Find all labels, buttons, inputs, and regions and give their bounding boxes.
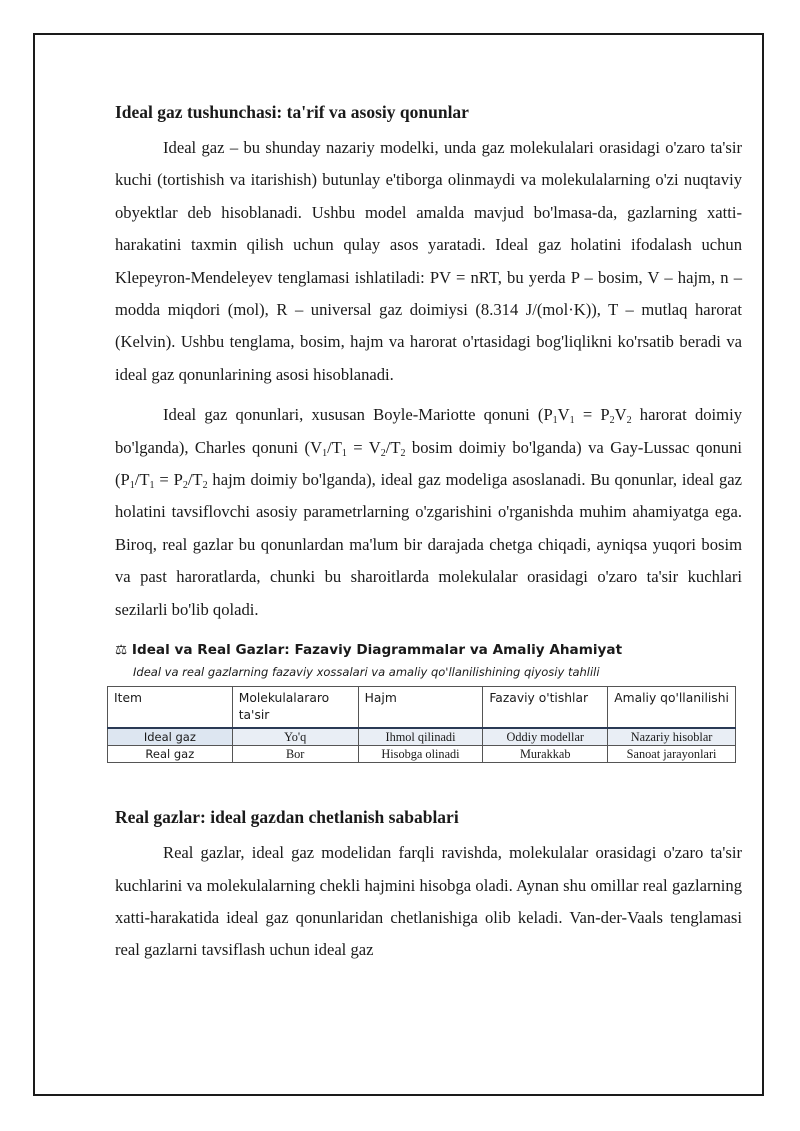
subscript: 2 xyxy=(182,480,188,492)
paragraph-real-gas: Real gazlar, ideal gaz modelidan farqli ravishda, molekulalar orasidagi o'zaro ta'sir kuchlarini va molekulalarning chekli hajmini hisobga oladi. Aynan shu omillar real gazlarning xatti-harakatida ideal gaz qonunlaridan chetlanishiga olib keladi. Van-der-Vaals tenglamasi real gazlarni tavsiflash uchun ideal gaz xyxy=(115,843,742,960)
subscript: 1 xyxy=(322,447,328,459)
table-header-row xyxy=(108,687,736,729)
text-run: /T xyxy=(327,437,342,457)
table-cell: Nazariy hisoblar xyxy=(608,728,736,746)
section-heading-real-gas: Real gazlar: ideal gazdan chetlanish sabablari xyxy=(115,807,459,828)
table-cell: Bor xyxy=(232,746,358,763)
figure-title: ⚖ Ideal va Real Gazlar: Fazaviy Diagrammalar va Amaliy Ahamiyat xyxy=(115,642,623,659)
subscript: 2 xyxy=(202,480,208,492)
subscript: 2 xyxy=(380,447,386,459)
text-run: /T xyxy=(187,470,203,490)
text-run: /T xyxy=(385,437,401,457)
subscript: 1 xyxy=(569,415,575,427)
table-cell: Ideal gaz xyxy=(108,728,233,746)
text-run: harorat doimiy bo'lganda), Charles qonuni (V xyxy=(115,405,742,457)
paragraph-ideal-gas-definition: Ideal gaz – bu shunday nazariy modelki, unda gaz molekulalari orasidagi o'zaro ta'sir kuchi (tortishish va itarishish) butunlay e'tiborga olinmaydi va molekulalarning o'zi nuqtaviy obyektlar deb hisoblanadi. Ushbu model amalda mavjud bo'lmasa-da, gazlarning xatti-harakatini taxmin qilish uchun qulay asos yaratadi. Ideal gaz holatini ifodalash uchun Klepeyron-Mendeleyev tenglamasi ishlatiladi: PV = nRT, bu yerda P – bosim, V – hajm, n – modda miqdori (mol), R – universal gaz doimiysi (8.314 J/(mol·K)), T – mutlaq harorat (Kelvin). Ushbu tenglama, bosim, hajm va harorat o'rtasidagi bog'liqlikni ko'rsatib beradi va ideal gaz qonunlarining asosi hisoblanadi. xyxy=(115,138,742,384)
column-header-interaction: Molekulalararo ta'sir xyxy=(232,687,358,729)
document-body xyxy=(115,98,742,967)
text-run: V xyxy=(614,405,627,425)
table-cell: Ihmol qilinadi xyxy=(358,728,483,746)
figure-subtitle: Ideal va real gazlarning fazaviy xossalari va amaliy qo'llanilishining qiyosiy tahlili xyxy=(133,665,600,680)
table-cell: Yo'q xyxy=(232,728,358,746)
table-cell: Sanoat jarayonlari xyxy=(608,746,736,763)
column-header-phase: Fazaviy o'tishlar xyxy=(483,687,608,729)
subscript: 1 xyxy=(552,415,558,427)
table-row xyxy=(108,728,736,746)
text-run: = P xyxy=(574,405,610,425)
section-heading-ideal-gas: Ideal gaz tushunchasi: ta'rif va asosiy qonunlar xyxy=(115,102,469,122)
text-run: = P xyxy=(154,470,183,490)
column-header-volume: Hajm xyxy=(358,687,483,729)
text-run: = V xyxy=(346,437,381,457)
column-header-item: Item xyxy=(108,687,233,729)
comparison-table xyxy=(107,686,736,763)
table-row xyxy=(108,746,736,763)
subscript: 2 xyxy=(626,415,632,427)
text-run: /T xyxy=(134,470,150,490)
text-run: bosim doimiy bo'lganda) va Gay-Lussac qonuni (P xyxy=(115,437,742,490)
column-header-application: Amaliy qo'llanilishi xyxy=(608,687,736,729)
subscript: 1 xyxy=(149,480,155,492)
subscript: 2 xyxy=(609,415,615,427)
text-run: hajm doimiy bo'lganda), ideal gaz modeliga asoslanadi. Bu qonunlar, ideal gaz holatini tavsiflovchi asosiy parametrlarning o'zgarishini o'rganishda muhim ahamiyatga ega. Biroq, real gazlar bu qonunlardan ma'lum bir darajada chetga chiqadi, ayniqsa yuqori bosim va past haroratlarda, chunki bu sharoitlarda molekulalar orasidagi o'zaro ta'sir kuchlari sezilarli bo'lib qoladi. xyxy=(115,470,742,619)
text-run: Ideal gaz qonunlari, xususan Boyle-Mariotte qonuni (P xyxy=(163,405,553,425)
table-cell: Oddiy modellar xyxy=(483,728,608,746)
text-run: V xyxy=(557,405,570,425)
table-cell: Hisobga olinadi xyxy=(358,746,483,763)
subscript: 1 xyxy=(341,447,347,459)
table-cell: Murakkab xyxy=(483,746,608,763)
subscript: 1 xyxy=(129,480,135,492)
table-cell: Real gaz xyxy=(108,746,233,763)
subscript: 2 xyxy=(400,447,406,459)
paragraph-ideal-gas-laws xyxy=(115,399,742,626)
